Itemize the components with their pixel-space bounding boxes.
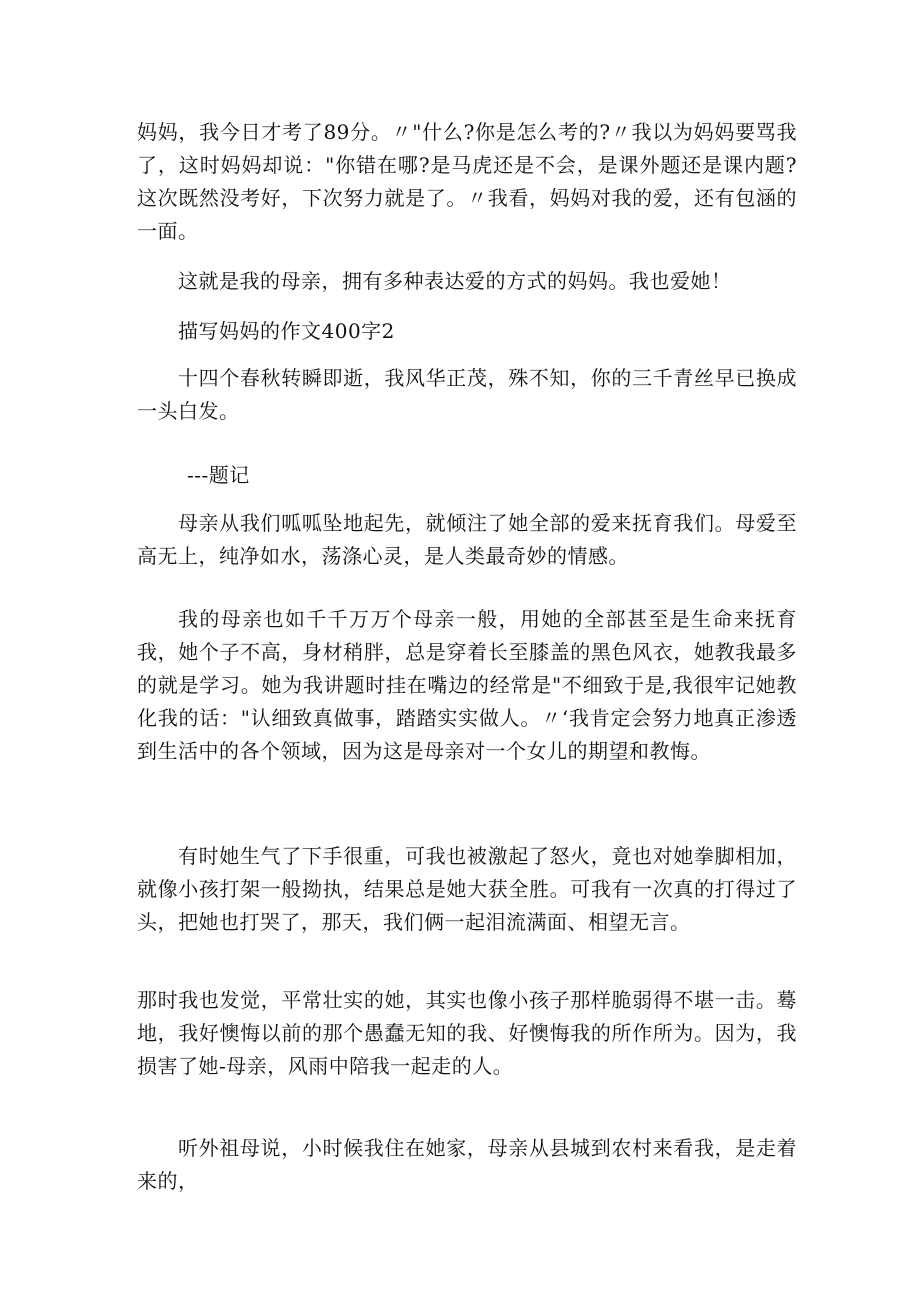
essay-heading: 描写妈妈的作文400字2	[178, 319, 395, 343]
paragraph-grandmother: 听外祖母说，小时候我住在她家，母亲从县城到农村来看我，是走着来的，	[137, 1136, 797, 1193]
paragraph-exam-score: 妈妈，我今日才考了89分。〃"什么?你是怎么考的?〃我以为妈妈要骂我了，这时妈妈却说："你错在哪?是马虎还是不会，是课外题还是课内题?这次既然没考好，下次努力就是了。〃我看，妈妈对我的爱，还有包涵的一面。	[137, 120, 797, 243]
paragraph-angry: 有时她生气了下手很重，可我也被激起了怒火，竟也对她拳脚相加，就像小孩打架一般拗执，结果总是她大获全胜。可我有一次真的打得过了头，把她也打哭了，那天，我们俩一起泪流满面、相望无言。	[137, 844, 797, 934]
paragraph-mother-love: 母亲从我们呱呱坠地起先，就倾注了她全部的爱来抚育我们。母爱至高无上，纯净如水，荡涤心灵，是人类最奇妙的情感。	[137, 511, 797, 568]
paragraph-mother-summary: 这就是我的母亲，拥有多种表达爱的方式的妈妈。我也爱她！	[178, 269, 732, 293]
paragraph-fourteen-years: 十四个春秋转瞬即逝，我风华正茂，殊不知，你的三千青丝早已换成一头白发。	[137, 366, 797, 423]
paragraph-realization: 那时我也发觉，平常壮实的她，其实也像小孩子那样脆弱得不堪一击。蓦地，我好懊悔以前的那个愚蠢无知的我、好懊悔我的所作所为。因为，我损害了她-母亲，风雨中陪我一起走的人。	[137, 988, 797, 1078]
paragraph-my-mother: 我的母亲也如千千万万个母亲一般，用她的全部甚至是生命来抚育我，她个子不高，身材稍胖，总是穿着长至膝盖的黑色风衣，她教我最多的就是学习。她为我讲题时挂在嘴边的经常是"不细致于是,我很牢记她教化我的话："认细致真做事，踏踏实实做人。〃‘我肯定会努力地真正渗透到生活中的各个领域，因为这是母亲对一个女儿的期望和教悔。	[137, 607, 797, 763]
epigraph-label: ---题记	[187, 463, 250, 487]
